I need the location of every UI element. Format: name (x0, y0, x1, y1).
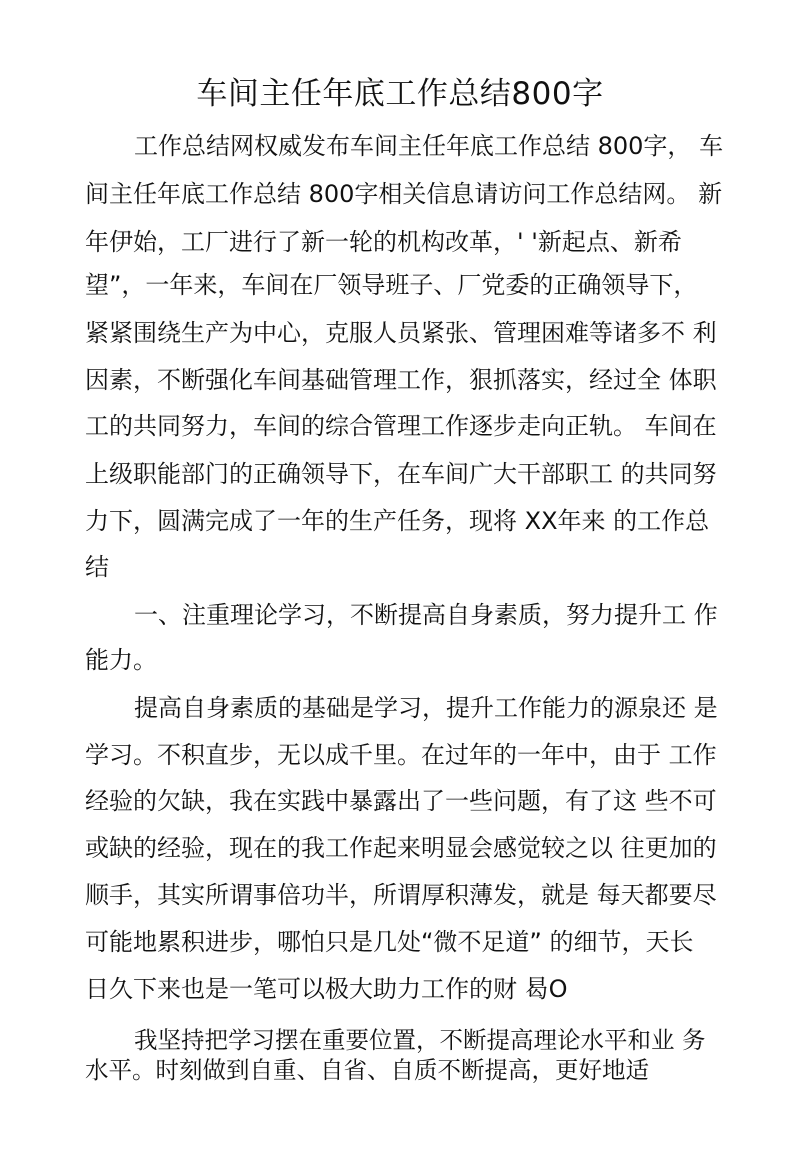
paragraph-line: 顺手，其实所谓事倍功半，所谓厚积薄发，就是 每天都要尽 (85, 881, 717, 909)
section-heading-line: 能力。 (85, 646, 157, 674)
paragraph-line: 日久下来也是一笔可以极大助力工作的财 曷O (85, 975, 568, 1003)
paragraph-line: 或缺的经验，现在的我工作起来明显会感觉较之以 往更加的 (85, 834, 717, 862)
paragraph-line: 望”，一年来，车间在厂领导班子、厂党委的正确领导下， (85, 271, 698, 299)
paragraph-line: 年伊始，工厂进行了新一轮的机构改革，' '新起点、新希 (85, 228, 682, 256)
paragraph-line: 经验的欠缺，我在实践中暴露出了一些问题，有了这 些不可 (85, 787, 717, 815)
paragraph-line: 上级职能部门的正确领导下，在车间广大干部职工 的共同努 (85, 460, 717, 488)
paragraph-line: 力下，圆满完成了一年的生产任务，现将 XX年来 的工作总 (85, 507, 710, 535)
section-heading-line: 一、注重理论学习，不断提高自身素质，努力提升工 作 (134, 601, 718, 629)
document-title: 车间主任年底工作总结800字 (196, 76, 604, 112)
paragraph-line: 结 (85, 553, 109, 581)
paragraph-line: 可能地累积进步，哪怕只是几处“微不足道” 的细节，天长 (85, 928, 694, 956)
paragraph-line: 因素，不断强化车间基础管理工作，狠抓落实，经过全 体职 (85, 366, 717, 394)
paragraph-line: 间主任年底工作总结 800字相关信息请访问工作总结网。 新 (85, 180, 723, 208)
paragraph-line: 我坚持把学习摆在重要位置，不断提高理论水平和业 务 (134, 1026, 706, 1054)
paragraph-line: 工作总结网权威发布车间主任年底工作总结 800字， 车 (134, 132, 724, 160)
paragraph-line: 工的共同努力，车间的综合管理工作逐步走向正轨。 车间在 (85, 412, 717, 440)
paragraph-line: 水平。时刻做到自重、自省、自质不断提高，更好地适 (85, 1056, 649, 1084)
paragraph-line: 紧紧围绕生产为中心，克服人员紧张、管理困难等诸多不 利 (85, 319, 717, 347)
paragraph-line: 提高自身素质的基础是学习，提升工作能力的源泉还 是 (134, 694, 718, 722)
paragraph-line: 学习。不积直步，无以成千里。在过年的一年中，由于 工作 (85, 741, 717, 769)
